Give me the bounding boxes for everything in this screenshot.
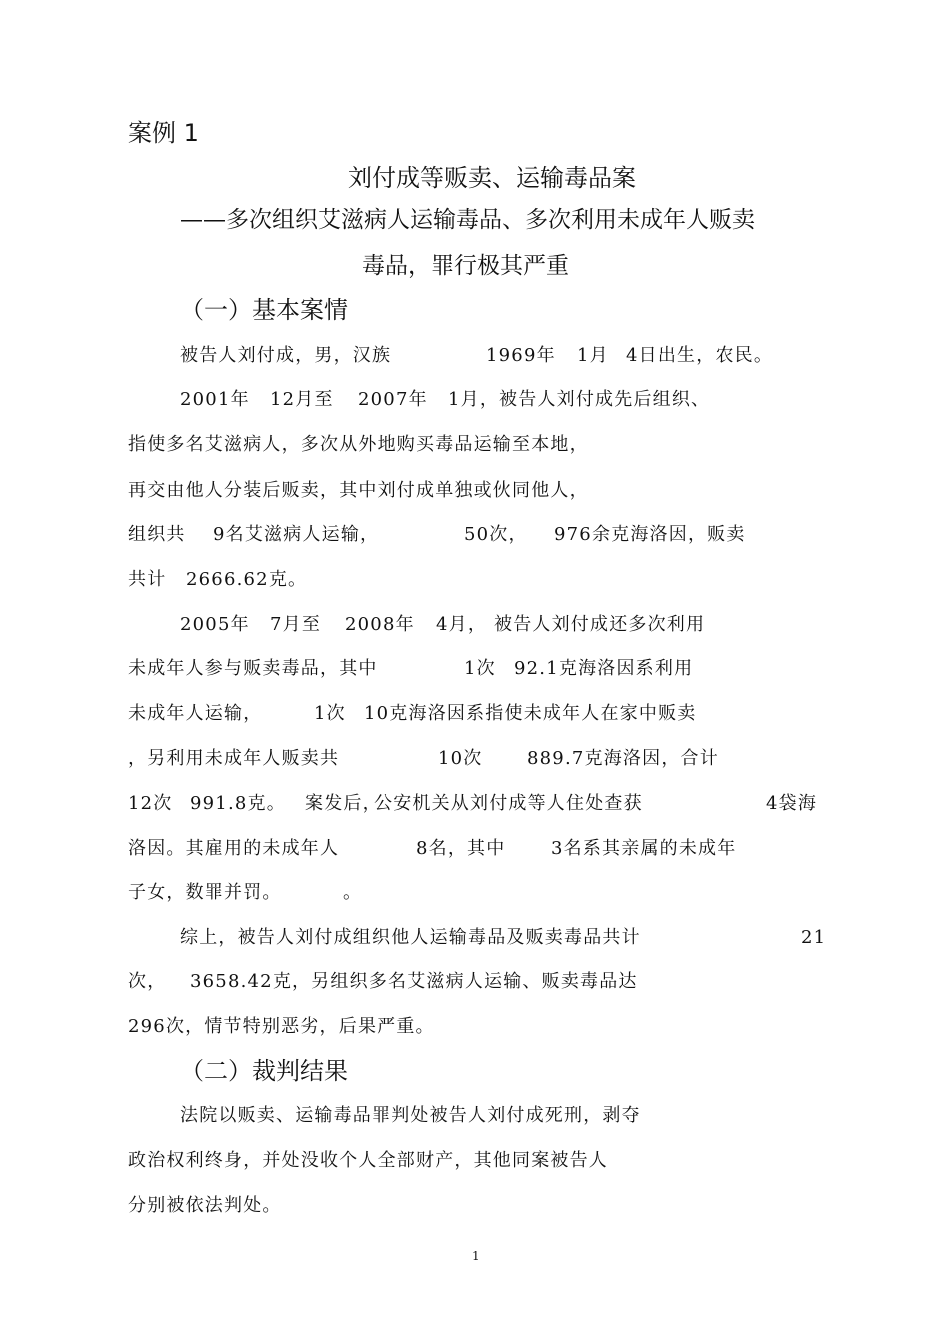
body-line: 共计 [128,569,167,590]
body-line: 次， [128,971,167,992]
body-line: ，另利用未成年人贩卖共 [128,748,340,769]
body-line: 2001年 [180,389,250,410]
body-line: 1969年 [486,345,556,366]
body-line: 12次 [128,793,173,814]
document-subtitle-line-1: ——多次组织艾滋病人运输毒品、多次利用未成年人贩卖 [180,207,755,233]
body-line: 。 [343,882,363,903]
body-line: 洛因。其雇用的未成年人 [128,838,340,859]
body-line: 2666.62克。 [186,569,308,590]
body-line: 991.8克。 [190,793,286,814]
body-line: 未成年人参与贩卖毒品，其中 [128,658,378,679]
body-line: 案发后， [305,793,382,814]
body-line: 4月， [436,614,488,635]
body-line: 296次，情节特别恶劣，后果严重。 [128,1016,435,1037]
body-line: 政治权利终身，并处没收个人全部财产，其他同案被告人 [128,1150,608,1171]
body-line: 4袋海 [766,793,818,814]
body-line: 公安机关从刘付成等人住处查获 [374,793,643,814]
body-line: 1月 [577,345,609,366]
body-line: 3658.42克，另组织多名艾滋病人运输、贩卖毒品达 [190,971,638,992]
body-line: 未成年人运输， [128,703,263,724]
body-line: 92.1克海洛因系利用 [514,658,694,679]
body-line: 10克海洛因系指使未成年人在家中贩卖 [364,703,697,724]
document-subtitle-line-2: 毒品，罪行极其严重 [362,253,569,279]
body-line: 1次 [314,703,346,724]
section-heading-judgment: （二）裁判结果 [180,1057,348,1085]
body-line: 3名系其亲属的未成年 [551,838,737,859]
section-heading-basic-facts: （一）基本案情 [180,296,348,324]
body-line: 21 [801,927,827,948]
body-line: 7月至 [270,614,322,635]
body-line: 组织共 [128,524,186,545]
body-line: 2007年 [358,389,428,410]
body-line: 50次， [464,524,528,545]
body-line: 综上，被告人刘付成组织他人运输毒品及贩卖毒品共计 [180,927,641,948]
case-label: 案例 1 [128,119,199,147]
body-line: 2008年 [345,614,415,635]
body-line: 12月至 [270,389,334,410]
body-line: 889.7克海洛因，合计 [527,748,719,769]
body-line: 法院以贩卖、运输毒品罪判处被告人刘付成死刑，剥夺 [180,1105,641,1126]
body-line: 4日出生，农民。 [626,345,774,366]
body-line: 被告人刘付成还多次利用 [494,614,706,635]
body-line: 指使多名艾滋病人，多次从外地购买毒品运输至本地， [128,434,589,455]
body-line: 分别被依法判处。 [128,1195,282,1216]
body-line: 2005年 [180,614,250,635]
body-line: 9名艾滋病人运输， [213,524,380,545]
document-title: 刘付成等贩卖、运输毒品案 [348,164,636,192]
body-line: 1次 [464,658,496,679]
body-line: 被告人刘付成，男，汉族 [180,345,392,366]
body-line: 10次 [438,748,483,769]
body-line: 再交由他人分装后贩卖，其中刘付成单独或伙同他人， [128,480,589,501]
body-line: 子女，数罪并罚。 [128,882,282,903]
body-line: 8名，其中 [416,838,506,859]
body-line: 1月，被告人刘付成先后组织、 [448,389,711,410]
body-line: 976余克海洛因，贩卖 [554,524,746,545]
page-number: 1 [472,1249,480,1263]
